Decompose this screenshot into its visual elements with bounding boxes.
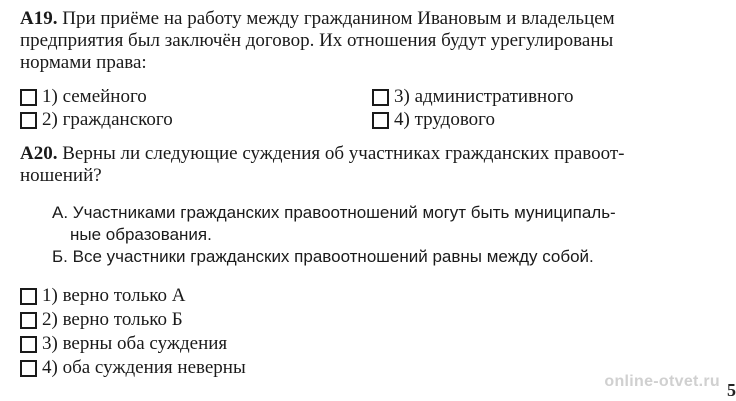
a20-option-3[interactable]: [20, 332, 246, 356]
question-a20-text-1: Верны ли следующие суждения об участниках гражданских правоот-: [62, 143, 625, 164]
question-a19-line-1: [20, 8, 720, 30]
a20-option-4-checkbox[interactable]: [20, 360, 37, 377]
question-a20-text-2: ношений?: [20, 165, 102, 186]
question-a19-number: А19.: [20, 8, 58, 29]
a20-option-3-label: 3) верны оба суждения: [42, 333, 228, 354]
statement-a-line-2: ные образования.: [70, 225, 212, 244]
question-a20: [20, 143, 720, 187]
a19-option-1[interactable]: [20, 86, 147, 108]
a20-option-4-label: 4) оба суждения неверны: [42, 357, 246, 378]
question-a19: [20, 8, 720, 74]
question-a19-text-1: При приёме на работу между гражданином Ивановым и владельцем: [62, 8, 615, 29]
a19-option-2-label: 2) гражданского: [42, 109, 173, 130]
a20-option-2[interactable]: [20, 308, 246, 332]
page-number: 5: [727, 380, 736, 400]
a19-option-3-checkbox[interactable]: [372, 89, 389, 106]
a19-option-4-checkbox[interactable]: [372, 112, 389, 129]
a20-option-1-checkbox[interactable]: [20, 288, 37, 305]
a19-option-4[interactable]: [372, 109, 495, 131]
a19-option-3-label: 3) административного: [394, 86, 574, 107]
watermark: online-otvet.ru: [604, 373, 720, 390]
question-a19-text-2: предприятия был заключён договор. Их отношения будут урегулированы: [20, 30, 614, 51]
a20-option-4[interactable]: [20, 356, 246, 380]
a19-option-2-checkbox[interactable]: [20, 112, 37, 129]
a20-option-1-label: 1) верно только А: [42, 285, 186, 306]
a19-option-2[interactable]: [20, 109, 173, 131]
a19-option-3[interactable]: [372, 86, 574, 108]
statement-a-line-1: А. Участниками гражданских правоотношений могут быть муниципаль-: [52, 203, 616, 222]
question-a20-number: А20.: [20, 143, 58, 164]
a20-option-3-checkbox[interactable]: [20, 336, 37, 353]
question-a20-options: [20, 284, 246, 380]
a19-option-1-label: 1) семейного: [42, 86, 147, 107]
statement-b-line-1: Б. Все участники гражданских правоотношений равны между собой.: [52, 247, 594, 266]
a20-option-2-checkbox[interactable]: [20, 312, 37, 329]
question-a20-statements: [52, 202, 722, 268]
a19-option-1-checkbox[interactable]: [20, 89, 37, 106]
a19-option-4-label: 4) трудового: [394, 109, 495, 130]
question-a20-line-1: [20, 143, 720, 165]
a20-option-2-label: 2) верно только Б: [42, 309, 183, 330]
a20-option-1[interactable]: [20, 284, 246, 308]
question-a19-text-3: нормами права:: [20, 52, 147, 73]
